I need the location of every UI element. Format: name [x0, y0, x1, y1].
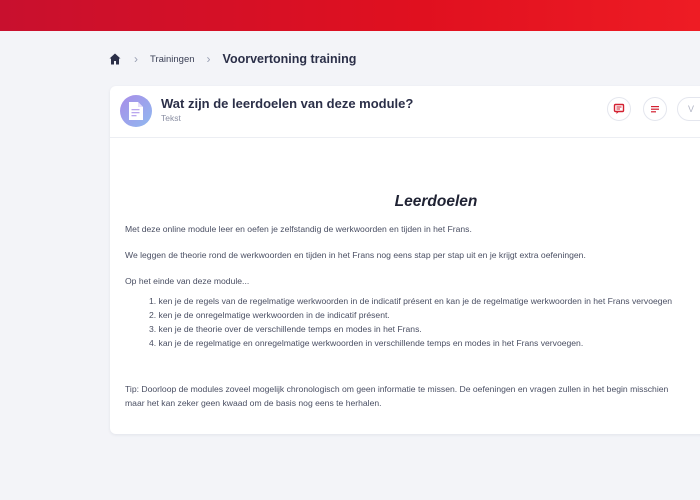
breadcrumb-trainingen[interactable]: Trainingen — [150, 53, 195, 65]
paragraph: We leggen de theorie rond de werkwoorden en tijden in het Frans nog eens stap per stap uit en je krijgt extra oefeningen. — [125, 250, 586, 260]
chevron-right-icon: › — [206, 52, 211, 66]
comment-button[interactable] — [607, 97, 631, 121]
tip-text: Tip: Doorloop de modules zoveel mogelijk chronologisch om geen informatie te missen. De oefeningen en vragen zullen in het begin misschien — [125, 384, 669, 394]
list-item: 2. ken je de onregelmatige werkwoorden in de indicatif présent. — [149, 310, 390, 320]
document-icon — [120, 95, 152, 127]
list-icon — [649, 103, 661, 115]
list-item: 1. ken je de regels van de regelmatige werkwoorden in de indicatif présent en kan je de regelmatige werkwoorden in het Frans vervoegen — [149, 296, 673, 306]
list-button[interactable] — [643, 97, 667, 121]
comment-icon — [613, 103, 625, 115]
top-header-bar — [0, 0, 700, 31]
card-title: Wat zijn de leerdoelen van deze module? — [161, 96, 414, 111]
home-icon[interactable] — [108, 52, 122, 66]
list-item: 4. kan je de regelmatige en onregelmatige werkwoorden in verschillende temps en modes in het Frans vervoegen. — [149, 338, 584, 348]
next-button[interactable]: V — [677, 97, 700, 121]
breadcrumb-current: Voorvertoning training — [222, 52, 357, 66]
chevron-right-icon: › — [134, 52, 138, 66]
list-item: 3. ken je de theorie over de verschillende temps en modes in het Frans. — [149, 324, 422, 334]
breadcrumb — [108, 50, 356, 68]
content-heading: Leerdoelen — [394, 193, 478, 210]
content-card — [110, 86, 700, 434]
card-subtitle: Tekst — [161, 113, 181, 123]
tip-text: maar het kan zeker geen kwaad om de basis nog eens te herhalen. — [125, 398, 382, 408]
paragraph: Op het einde van deze module... — [125, 276, 250, 286]
paragraph: Met deze online module leer en oefen je zelfstandig de werkwoorden en tijden in het Frans. — [125, 224, 472, 234]
card-header — [110, 86, 700, 138]
